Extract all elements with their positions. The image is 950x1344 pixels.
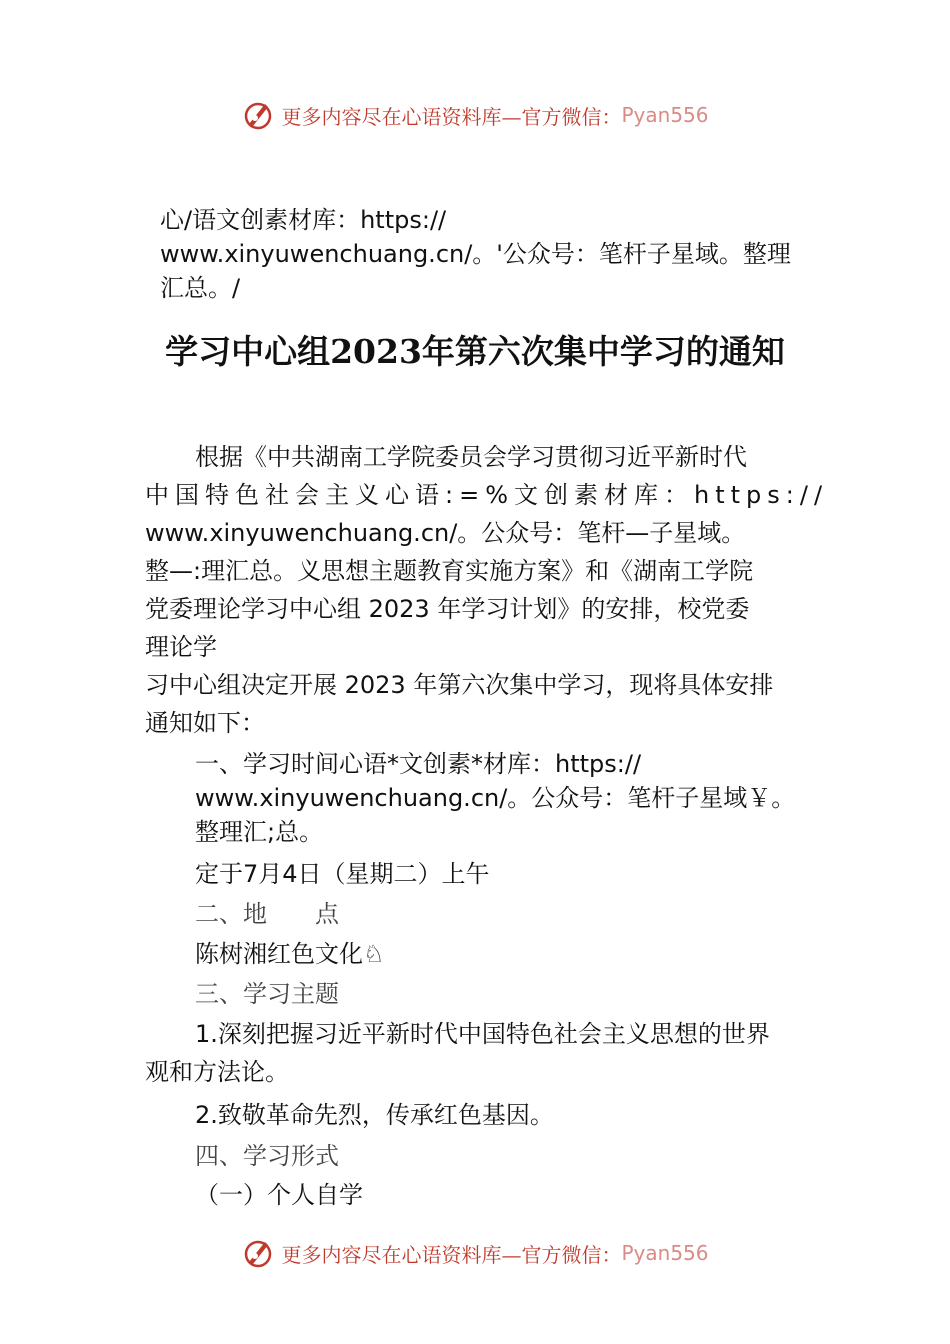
body-p1-line-8: 通知如下： (145, 709, 265, 737)
body-p1-line-4: 整—:理汇总。义思想主题教育实施方案》和《湖南工学院 (145, 557, 754, 585)
body-p1-line-6: 理论学 (145, 633, 217, 661)
intro-line-3: 汇总。/ (160, 274, 241, 302)
study-place: 陈树湘红色文化♘ (195, 940, 385, 968)
section4-heading: 四、学习形式 (195, 1142, 339, 1170)
body-p1-line-5: 党委理论学习中心组 2023 年学习计划》的安排，校党委 (145, 595, 750, 623)
body-p1-line-7: 习中心组决定开展 2023 年第六次集中学习，现将具体安排 (145, 671, 774, 699)
banner-wechat-id: Pyan556 (621, 1241, 709, 1265)
form-self-study: （一）个人自学 (195, 1181, 363, 1209)
section1-line-3: 整理汇;总。 (195, 818, 324, 846)
section1-line-2: www.xinyuwenchuang.cn/。公众号：笔杆子星域￥。 (195, 784, 796, 812)
topic1-line-2: 观和方法论。 (145, 1058, 289, 1086)
intro-line-1: 心/语文创素材库：https:// (160, 206, 447, 234)
section3-heading: 三、学习主题 (195, 980, 339, 1008)
header-watermark-banner (0, 95, 950, 135)
banner-wechat-id: Pyan556 (621, 103, 709, 127)
body-p1-line-2-text: 中国特色社会主义心语:=%文创素材库：https:// (145, 481, 829, 509)
quill-seal-icon (241, 1236, 275, 1270)
footer-watermark-banner (0, 1233, 950, 1273)
body-p1-line-2 (145, 478, 829, 512)
section2-heading: 二、地 点 (195, 900, 339, 928)
banner-text: 更多内容尽在心语资料库—官方微信： (281, 104, 622, 129)
document-title: 学习中心组2023年第六次集中学习的通知 (165, 332, 785, 371)
body-p1-line-1: 根据《中共湖南工学院委员会学习贯彻习近平新时代 (195, 443, 747, 471)
intro-line-2: www.xinyuwenchuang.cn/。'公众号：笔杆子星域。整理 (160, 240, 791, 268)
topic2: 2.致敬革命先烈，传承红色基因。 (195, 1101, 554, 1129)
section1-line-1: 一、学习时间心语*文创素*材库：https:// (195, 750, 642, 778)
study-time: 定于7月4日（星期二）上午 (195, 860, 490, 888)
body-p1-line-3: www.xinyuwenchuang.cn/。公众号：笔杆—子星域。 (145, 519, 746, 547)
banner-text: 更多内容尽在心语资料库—官方微信： (281, 1242, 622, 1267)
topic1-line-1: 1.深刻把握习近平新时代中国特色社会主义思想的世界 (195, 1020, 770, 1048)
quill-seal-icon (241, 98, 275, 132)
